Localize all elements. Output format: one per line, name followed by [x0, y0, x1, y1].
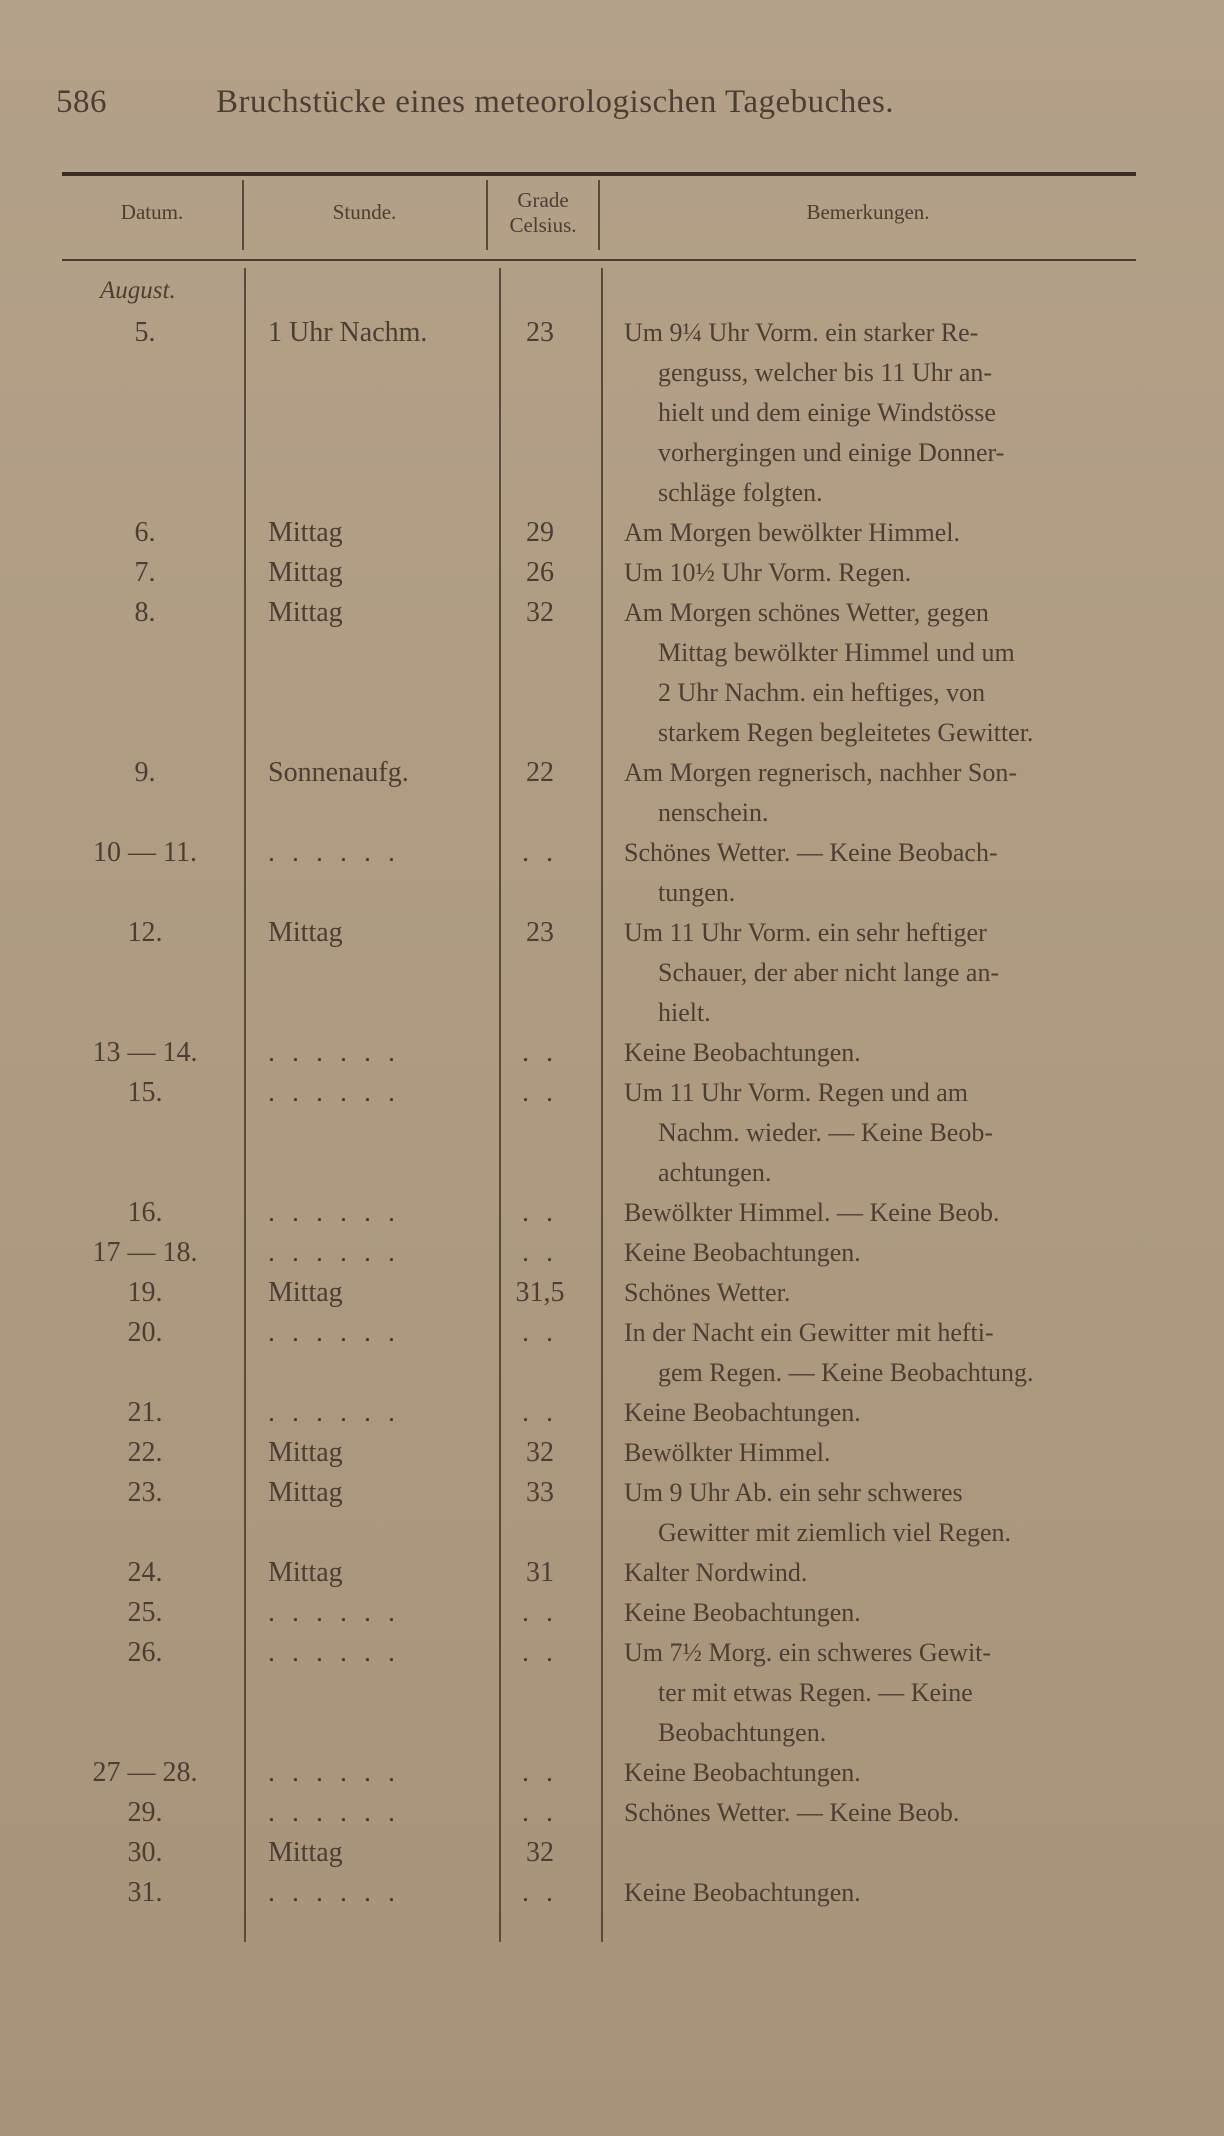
- cell-date: 6.: [134, 517, 156, 548]
- cell-hour: . . . . . .: [268, 1037, 400, 1068]
- month-label: August.: [100, 277, 176, 304]
- cell-date: 17 — 18.: [92, 1237, 198, 1268]
- cell-remarks: [624, 1233, 1144, 1273]
- cell-hour: . . . . . .: [268, 1757, 400, 1788]
- cell-temperature: . .: [522, 1237, 558, 1268]
- cell-temperature: . .: [522, 1197, 558, 1228]
- cell-hour: . . . . . .: [268, 1197, 400, 1228]
- cell-temperature: . .: [522, 1317, 558, 1348]
- cell-hour: . . . . . .: [268, 837, 400, 868]
- remark-line: Um 9 Uhr Ab. ein sehr schweres: [624, 1478, 963, 1507]
- cell-temperature: 31: [526, 1557, 554, 1588]
- cell-remarks: [624, 593, 1144, 753]
- cell-temperature: . .: [522, 1597, 558, 1628]
- cell-hour: . . . . . .: [268, 1317, 400, 1348]
- remark-line: Am Morgen regnerisch, nachher Son-: [624, 758, 1018, 787]
- remark-line: Um 9¼ Uhr Vorm. ein starker Re-: [624, 318, 979, 347]
- cell-date: 19.: [127, 1277, 163, 1308]
- cell-hour: . . . . . .: [268, 1237, 400, 1268]
- cell-date: 29.: [127, 1797, 163, 1828]
- remark-line: In der Nacht ein Gewitter mit hefti-: [624, 1318, 994, 1347]
- cell-date: 26.: [127, 1637, 163, 1668]
- cell-hour: Mittag: [268, 597, 343, 628]
- cell-hour: Mittag: [268, 1557, 343, 1588]
- table-row: [0, 1633, 1224, 1753]
- cell-date: 24.: [127, 1557, 163, 1588]
- table-header-rule: [62, 259, 1136, 261]
- table-row: [0, 833, 1224, 913]
- table-row: [0, 1553, 1224, 1593]
- table-row: [0, 1033, 1224, 1073]
- remark-line: nenschein.: [658, 798, 769, 827]
- remark-line: Beobachtungen.: [658, 1718, 827, 1747]
- remark-line: gem Regen. — Keine Beobachtung.: [658, 1358, 1034, 1387]
- header-temperature-line2: Celsius.: [509, 213, 577, 237]
- cell-remarks: [624, 1073, 1144, 1193]
- cell-temperature: 22: [526, 757, 554, 788]
- table-row: [0, 1393, 1224, 1433]
- remark-line: Um 11 Uhr Vorm. ein sehr heftiger: [624, 918, 987, 947]
- page-title: Bruchstücke eines meteorologischen Tagebuches.: [216, 84, 895, 120]
- cell-remarks: [624, 1593, 1144, 1633]
- cell-hour: . . . . . .: [268, 1397, 400, 1428]
- page-number: 586: [56, 84, 107, 120]
- cell-hour: . . . . . .: [268, 1797, 400, 1828]
- table-row: [0, 913, 1224, 1033]
- remark-line: hielt und dem einige Windstösse: [658, 398, 996, 427]
- table-body: [0, 313, 1224, 1913]
- remark-line: Mittag bewölkter Himmel und um: [658, 638, 1015, 667]
- remark-line: Keine Beobachtungen.: [624, 1238, 861, 1267]
- remark-line: Schauer, der aber nicht lange an-: [658, 958, 1000, 987]
- cell-date: 12.: [127, 917, 163, 948]
- header-divider-3: [598, 180, 600, 250]
- header-temperature: [488, 188, 598, 238]
- remark-line: Um 11 Uhr Vorm. Regen und am: [624, 1078, 968, 1107]
- remark-line: ter mit etwas Regen. — Keine: [658, 1678, 973, 1707]
- cell-remarks: [624, 913, 1144, 1033]
- cell-date: 23.: [127, 1477, 163, 1508]
- cell-hour: Mittag: [268, 1477, 343, 1508]
- cell-date: 27 — 28.: [92, 1757, 198, 1788]
- cell-date: 8.: [134, 597, 156, 628]
- remark-line: tungen.: [658, 878, 736, 907]
- cell-remarks: [624, 833, 1144, 913]
- table-row: [0, 1753, 1224, 1793]
- cell-hour: 1 Uhr Nachm.: [268, 317, 428, 348]
- cell-remarks: [624, 1393, 1144, 1433]
- cell-temperature: . .: [522, 1077, 558, 1108]
- cell-temperature: . .: [522, 1637, 558, 1668]
- cell-hour: Mittag: [268, 917, 343, 948]
- table-row: [0, 1273, 1224, 1313]
- cell-remarks: [624, 1553, 1144, 1593]
- cell-date: 15.: [127, 1077, 163, 1108]
- cell-temperature: . .: [522, 1877, 558, 1908]
- cell-temperature: 32: [526, 597, 554, 628]
- remark-line: Keine Beobachtungen.: [624, 1038, 861, 1067]
- cell-hour: . . . . . .: [268, 1077, 400, 1108]
- cell-remarks: [624, 1833, 1144, 1873]
- remark-line: schläge folgten.: [658, 478, 823, 507]
- remark-line: Kalter Nordwind.: [624, 1558, 808, 1587]
- remark-line: Schönes Wetter. — Keine Beobach-: [624, 838, 998, 867]
- cell-remarks: [624, 513, 1144, 553]
- running-head: [56, 84, 894, 121]
- cell-date: 13 — 14.: [92, 1037, 198, 1068]
- cell-remarks: [624, 1313, 1144, 1393]
- table-row: [0, 1473, 1224, 1553]
- remark-line: Um 7½ Morg. ein schweres Gewit-: [624, 1638, 992, 1667]
- table-row: [0, 1793, 1224, 1833]
- remark-line: Um 10½ Uhr Vorm. Regen.: [624, 558, 912, 587]
- cell-remarks: [624, 1633, 1144, 1753]
- table-top-rule: [62, 172, 1136, 176]
- cell-hour: Sonnenaufg.: [268, 757, 409, 788]
- cell-date: 20.: [127, 1317, 163, 1348]
- cell-temperature: . .: [522, 1397, 558, 1428]
- cell-remarks: [624, 1433, 1144, 1473]
- remark-line: Keine Beobachtungen.: [624, 1398, 861, 1427]
- cell-temperature: 23: [526, 317, 554, 348]
- table-row: [0, 1873, 1224, 1913]
- cell-hour: Mittag: [268, 517, 343, 548]
- table-row: [0, 1233, 1224, 1273]
- remark-line: Schönes Wetter.: [624, 1278, 791, 1307]
- cell-temperature: 32: [526, 1437, 554, 1468]
- header-remarks: Bemerkungen.: [806, 200, 930, 224]
- remark-line: Keine Beobachtungen.: [624, 1598, 861, 1627]
- cell-remarks: [624, 1033, 1144, 1073]
- remark-line: 2 Uhr Nachm. ein heftiges, von: [658, 678, 986, 707]
- remark-line: genguss, welcher bis 11 Uhr an-: [658, 358, 993, 387]
- cell-remarks: [624, 1753, 1144, 1793]
- cell-date: 16.: [127, 1197, 163, 1228]
- cell-temperature: . .: [522, 1757, 558, 1788]
- cell-remarks: [624, 1873, 1144, 1913]
- remark-line: vorhergingen und einige Donner-: [658, 438, 1005, 467]
- cell-temperature: . .: [522, 837, 558, 868]
- cell-temperature: 29: [526, 517, 554, 548]
- header-divider-2: [486, 180, 488, 250]
- cell-hour: Mittag: [268, 1277, 343, 1308]
- remark-line: Am Morgen bewölkter Himmel.: [624, 518, 961, 547]
- remark-line: Schönes Wetter. — Keine Beob.: [624, 1798, 960, 1827]
- remark-line: Nachm. wieder. — Keine Beob-: [658, 1118, 994, 1147]
- cell-remarks: [624, 753, 1144, 833]
- remark-line: achtungen.: [658, 1158, 772, 1187]
- table-row: [0, 1313, 1224, 1393]
- cell-hour: Mittag: [268, 557, 343, 588]
- cell-date: 30.: [127, 1837, 163, 1868]
- header-divider-1: [242, 180, 244, 250]
- table-row: [0, 1073, 1224, 1193]
- table-row: [0, 513, 1224, 553]
- remark-line: hielt.: [658, 998, 711, 1027]
- cell-temperature: 33: [526, 1477, 554, 1508]
- remark-line: Keine Beobachtungen.: [624, 1758, 861, 1787]
- header-hour: Stunde.: [332, 200, 397, 224]
- table-row: [0, 313, 1224, 513]
- cell-remarks: [624, 1793, 1144, 1833]
- cell-temperature: 31,5: [515, 1277, 565, 1308]
- table-row: [0, 1593, 1224, 1633]
- cell-date: 22.: [127, 1437, 163, 1468]
- cell-hour: . . . . . .: [268, 1637, 400, 1668]
- cell-date: 7.: [134, 557, 156, 588]
- remark-line: Gewitter mit ziemlich viel Regen.: [658, 1518, 1012, 1547]
- header-temperature-line1: Grade: [517, 188, 569, 212]
- cell-remarks: [624, 553, 1144, 593]
- cell-temperature: . .: [522, 1037, 558, 1068]
- remark-line: Bewölkter Himmel.: [624, 1438, 831, 1467]
- cell-hour: Mittag: [268, 1437, 343, 1468]
- cell-temperature: . .: [522, 1797, 558, 1828]
- cell-hour: Mittag: [268, 1837, 343, 1868]
- cell-remarks: [624, 1193, 1144, 1233]
- cell-hour: . . . . . .: [268, 1877, 400, 1908]
- table-row: [0, 1833, 1224, 1873]
- cell-remarks: [624, 1473, 1144, 1553]
- remark-line: Bewölkter Himmel. — Keine Beob.: [624, 1198, 1000, 1227]
- cell-hour: . . . . . .: [268, 1597, 400, 1628]
- table-row: [0, 593, 1224, 753]
- cell-date: 9.: [134, 757, 156, 788]
- remark-line: Am Morgen schönes Wetter, gegen: [624, 598, 989, 627]
- cell-remarks: [624, 1273, 1144, 1313]
- cell-temperature: 23: [526, 917, 554, 948]
- cell-date: 25.: [127, 1597, 163, 1628]
- header-date: Datum.: [120, 200, 184, 224]
- table-row: [0, 1433, 1224, 1473]
- table-row: [0, 1193, 1224, 1233]
- table-row: [0, 753, 1224, 833]
- cell-date: 31.: [127, 1877, 163, 1908]
- table-row: [0, 553, 1224, 593]
- cell-date: 5.: [134, 317, 156, 348]
- cell-temperature: 26: [526, 557, 554, 588]
- remark-line: Keine Beobachtungen.: [624, 1878, 861, 1907]
- remark-line: starkem Regen begleitetes Gewitter.: [658, 718, 1034, 747]
- cell-temperature: 32: [526, 1837, 554, 1868]
- cell-date: 10 — 11.: [93, 837, 197, 868]
- cell-remarks: [624, 313, 1144, 513]
- cell-date: 21.: [127, 1397, 163, 1428]
